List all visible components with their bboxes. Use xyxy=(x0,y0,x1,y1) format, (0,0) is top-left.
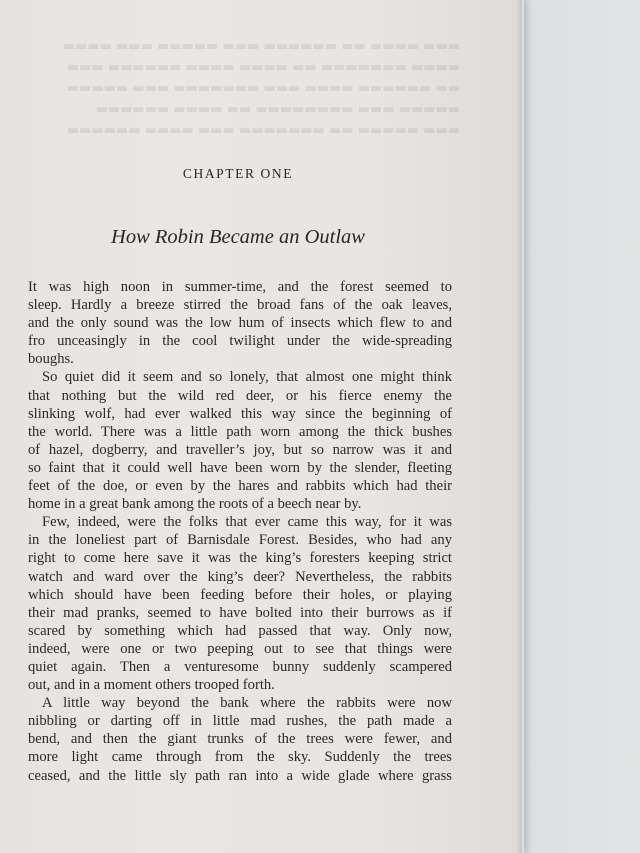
text-line: home in a great bank among the roots of a beech near by. xyxy=(28,496,362,513)
chapter-title: How Robin Became an Outlaw xyxy=(111,226,365,248)
text-line: of hazel, dogberry, and traveller’s joy, but so narrow was it and xyxy=(28,441,452,458)
text-line: slinking wolf, had ever walked this way since the beginning of xyxy=(28,405,452,422)
text-line: their mad pranks, seemed to have bolted into their burrows as if xyxy=(28,604,452,621)
text-line: in the loneliest part of Barnisdale Forest. Besides, who had any xyxy=(28,532,452,549)
text-line: watch and ward over the king’s deer? Nevertheless, the rabbits xyxy=(28,568,452,585)
chapter-label: CHAPTER ONE xyxy=(182,166,294,181)
text-line: the world. There was a little path worn among the thick bushes xyxy=(28,423,452,440)
text-line: and the only sound was the low hum of insects which flew to and xyxy=(28,315,452,332)
text-line: so faint that it could well have been worn by the slender, fleeting xyxy=(28,459,452,476)
text-line: quiet again. Then a venturesome bunny suddenly scampered xyxy=(28,658,452,675)
page-edge-shading xyxy=(516,0,522,853)
text-line: which should have been feeding before their holes, or playing xyxy=(28,586,452,603)
body-text xyxy=(28,278,452,785)
text-line: Few, indeed, were the folks that ever came this way, for it was xyxy=(42,514,452,531)
text-line: ceased, and the little sly path ran into a wide glade where grass xyxy=(28,767,452,784)
text-line: boughs. xyxy=(28,351,74,368)
text-line: A little way beyond the bank where the rabbits were now xyxy=(42,695,452,712)
text-line: indeed, were one or two peeping out to see that things were xyxy=(28,640,452,657)
text-line: bend, and then the giant trunks of the trees were fewer, and xyxy=(28,731,452,748)
text-line: feet of the doe, or even by the hares and rabbits which had their xyxy=(28,478,452,495)
text-line: out, and in a moment others trooped forth. xyxy=(28,677,275,694)
text-line: So quiet did it seem and so lonely, that almost one might think xyxy=(42,369,452,386)
text-line: fro unceasingly in the cool twilight under the wide-spreading xyxy=(28,333,452,350)
text-line: that nothing but the wild red deer, or his fierce enemy the xyxy=(28,387,452,404)
show-through-texture: ▬▬▬ ▬▬▬▬ ▬▬ ▬▬▬▬▬▬ ▬▬▬ ▬▬▬▬▬ ▬▬▬ ▬▬▬▬ ▬▬▬▬ ▬▬▬▬▬▬▬ ▬▬ ▬▬▬▬ ▬▬▬▬ ▬▬▬▬▬▬ ▬▬▬ ▬▬ ▬▬▬▬▬▬ ▬▬▬▬ ▬▬▬ ▬▬▬▬▬▬▬ ▬▬▬ ▬▬▬▬▬ ▬▬▬▬▬ ▬▬▬ ▬▬▬▬▬▬▬▬ ▬▬ ▬▬▬▬ ▬▬▬▬▬▬ ▬▬▬ ▬▬▬▬▬ ▬▬ ▬▬▬▬▬▬▬ ▬▬▬ ▬▬▬▬ ▬▬▬▬▬▬ xyxy=(62,39,460,138)
text-line: scared by something which had passed that way. Only now, xyxy=(28,622,452,639)
text-line: sleep. Hardly a breeze stirred the broad fans of the oak leaves, xyxy=(28,297,452,314)
text-line: right to come here save it was the king’s foresters keeping strict xyxy=(28,550,452,567)
text-line: nibbling or darting off in little mad rushes, the path made a xyxy=(28,713,452,730)
text-line: more light came through from the sky. Suddenly the trees xyxy=(28,749,452,766)
text-line: It was high noon in summer-time, and the forest seemed to xyxy=(28,279,452,295)
